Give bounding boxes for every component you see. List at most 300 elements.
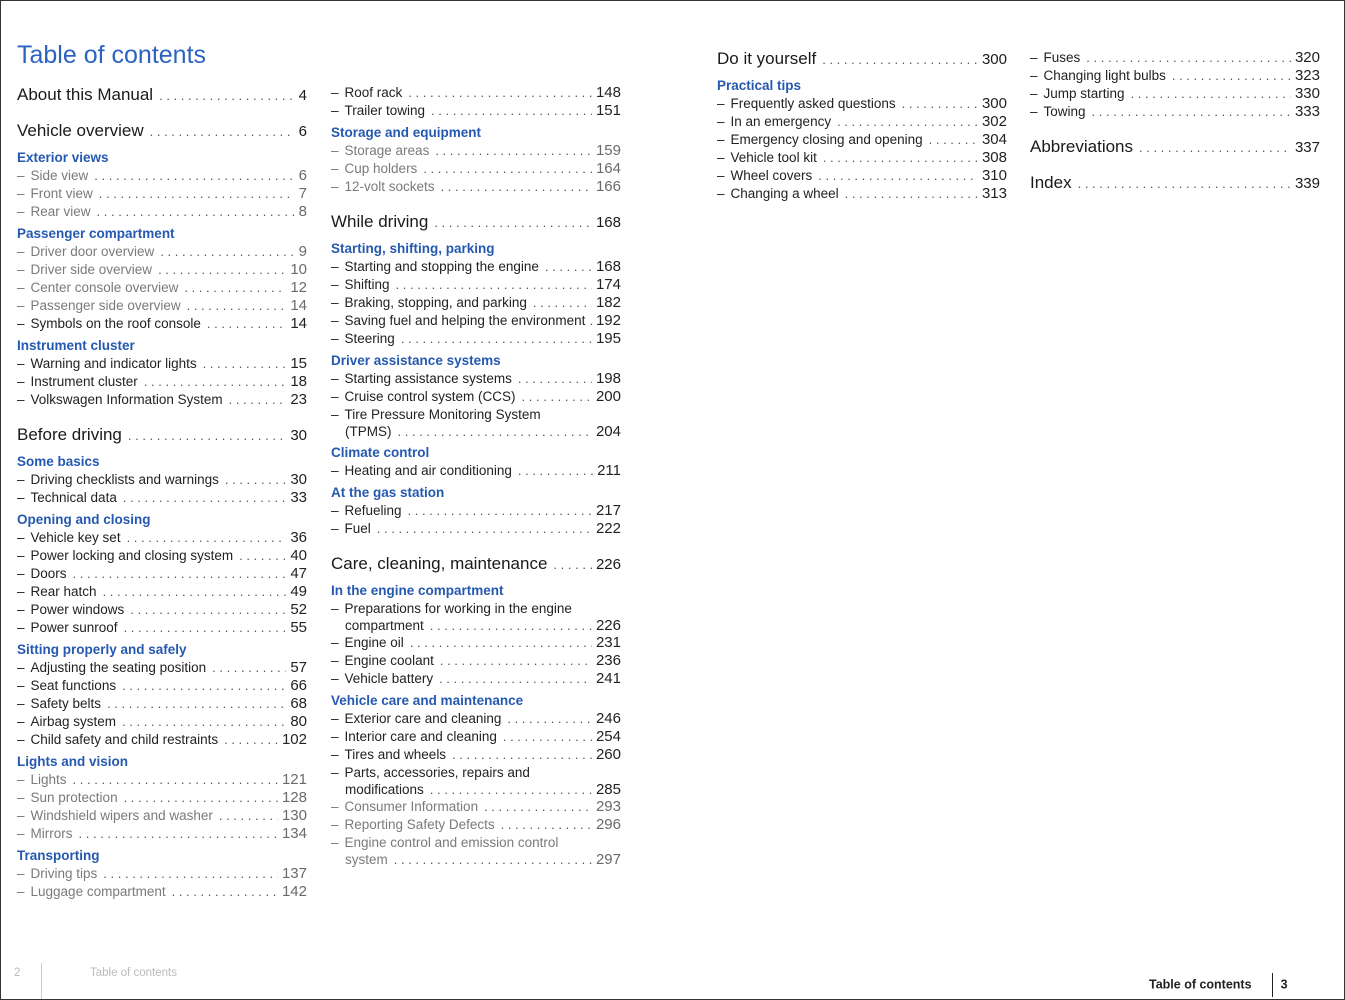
toc-entry-label: – Front view [17,185,93,203]
toc-entry[interactable] [331,370,621,388]
toc-entry[interactable] [331,634,621,652]
toc-chapter[interactable] [1030,137,1320,157]
dot-leader [845,185,978,203]
toc-entry[interactable] [17,547,307,565]
toc-entry-label: – Driver side overview [17,261,152,279]
dot-leader [553,557,592,572]
toc-entry[interactable] [1030,49,1320,67]
toc-page-number: 102 [281,731,307,748]
toc-entry[interactable] [17,315,307,333]
toc-entry[interactable] [17,677,307,695]
dot-leader [130,601,286,619]
dot-leader [207,315,286,333]
toc-page-number: 254 [595,728,621,745]
toc-entry[interactable] [17,185,307,203]
dot-leader [484,798,592,816]
toc-entry[interactable] [331,710,621,728]
toc-entry-label: – Wheel covers [717,167,812,185]
toc-entry[interactable] [331,84,621,102]
toc-chapter[interactable] [331,554,621,574]
toc-page-number: 260 [595,746,621,763]
toc-entry[interactable] [331,600,621,634]
toc-page-number: 222 [595,520,621,537]
toc-page-number: 130 [281,807,307,824]
toc-entry-label: – Adjusting the seating position [17,659,206,677]
dot-leader [158,261,286,279]
toc-entry[interactable] [331,142,621,160]
toc-entry-label: – Center console overview [17,279,178,297]
toc-entry[interactable] [1030,103,1320,121]
toc-entry-label: – Volkswagen Information System [17,391,223,409]
toc-page-number: 337 [1294,139,1320,156]
toc-entry-label: – Emergency closing and opening [717,131,923,149]
toc-page-number: 12 [290,279,307,296]
toc-entry-label: – Interior care and cleaning [331,728,497,746]
toc-page-number: 302 [981,113,1007,130]
toc-entry[interactable] [17,731,307,749]
toc-entry-label: – Preparations for working in the engine [331,600,621,617]
dot-leader [518,370,592,388]
toc-page-number: 226 [595,556,621,573]
toc-entry-label: – Changing a wheel [717,185,839,203]
toc-section-heading: Lights and vision [17,754,129,769]
toc-chapter-label: About this Manual [17,85,154,104]
toc-entry-label: – Doors [17,565,67,583]
right-page-number: 3 [1280,977,1288,992]
toc-section-heading: Passenger compartment [17,226,175,241]
toc-entry-label: – Windshield wipers and washer [17,807,213,825]
toc-entry[interactable] [717,131,1007,149]
dot-leader [822,52,978,67]
toc-page-number: 128 [281,789,307,806]
dot-leader [73,771,278,789]
toc-entry-label: – Starting and stopping the engine [331,258,539,276]
toc-page-number: 15 [290,355,307,372]
toc-entry[interactable] [331,388,621,406]
toc-entry[interactable] [1030,85,1320,103]
toc-entry-label: – Passenger side overview [17,297,181,315]
toc-entry-label: – Cruise control system (CCS) [331,388,516,406]
toc-entry-continuation [331,781,621,798]
toc-entry[interactable] [331,102,621,120]
dot-leader [439,670,592,688]
dot-leader [103,583,287,601]
dot-leader [377,520,592,538]
toc-entry[interactable] [331,294,621,312]
toc-page-number: 10 [290,261,307,278]
toc-page-number: 36 [290,529,307,546]
dot-leader [430,781,592,798]
dot-leader [408,502,592,520]
toc-entry-label: – Instrument cluster [17,373,138,391]
toc-entry-label: – Driving checklists and warnings [17,471,219,489]
dot-leader [398,423,592,440]
dot-leader [1092,103,1291,121]
dot-leader [423,160,592,178]
toc-page-number: 47 [290,565,307,582]
toc-entry-continuation [331,423,621,440]
toc-entry[interactable] [331,330,621,348]
toc-entry-label: – Starting assistance systems [331,370,512,388]
toc-page-number: 30 [290,427,307,444]
toc-page-number: 174 [595,276,621,293]
toc-page-number: 49 [290,583,307,600]
toc-page-number: 320 [1294,49,1320,66]
toc-page-number: 40 [290,547,307,564]
toc-entry[interactable] [331,276,621,294]
toc-entry[interactable] [331,520,621,538]
toc-page-number: 164 [595,160,621,177]
toc-page-number: 300 [981,51,1007,68]
dot-leader [224,731,278,749]
toc-entry-label: – Lights [17,771,67,789]
dot-leader [902,95,978,113]
dot-leader [1139,140,1291,155]
toc-page-number: 6 [298,123,307,140]
toc-entry[interactable] [331,728,621,746]
toc-entry[interactable] [17,261,307,279]
dot-leader [394,851,592,868]
left-page-footer [14,963,202,999]
toc-entry[interactable] [17,619,307,637]
toc-entry-label: – Jump starting [1030,85,1125,103]
toc-chapter[interactable] [17,121,307,141]
toc-entry-label: – Reporting Safety Defects [331,816,495,834]
toc-entry[interactable] [331,462,621,480]
toc-column-3 [717,35,1007,203]
toc-chapter[interactable] [1030,173,1320,193]
toc-column-1 [17,71,307,901]
toc-page-number: 236 [595,652,621,669]
dot-leader [430,617,592,634]
dot-leader [160,243,294,261]
dot-leader [124,789,278,807]
left-page-number: 2 [14,967,21,979]
dot-leader [396,276,592,294]
toc-entry-label: – Symbols on the roof console [17,315,201,333]
toc-entry[interactable] [717,185,1007,203]
dot-leader [124,619,287,637]
toc-entry[interactable] [331,670,621,688]
dot-leader [203,355,287,373]
toc-page-number: 310 [981,167,1007,184]
toc-entry[interactable] [17,489,307,507]
toc-entry[interactable] [17,695,307,713]
toc-entry-label: – Tires and wheels [331,746,446,764]
toc-section-heading: Practical tips [717,78,802,93]
dot-leader [410,634,592,652]
toc-entry-continuation [331,851,621,868]
toc-entry[interactable] [17,601,307,619]
toc-entry[interactable] [331,746,621,764]
dot-leader [503,728,592,746]
toc-entry-label-line2: (TPMS) [345,424,392,439]
toc-page-number: 339 [1294,175,1320,192]
toc-entry-label-line2: compartment [345,618,424,633]
toc-entry[interactable] [17,471,307,489]
toc-page-number: 151 [595,102,621,119]
toc-entry-label: – Child safety and child restraints [17,731,218,749]
toc-entry[interactable] [17,883,307,901]
toc-entry-label: – Exterior care and cleaning [331,710,501,728]
toc-entry-label: – Luggage compartment [17,883,166,901]
toc-chapter-label: Do it yourself [717,49,817,68]
toc-page-number: 226 [595,617,621,634]
toc-page-number: 6 [298,167,307,184]
dot-leader [122,713,286,731]
toc-entry[interactable] [1030,67,1320,85]
toc-section-heading: Starting, shifting, parking [331,241,495,256]
toc-entry[interactable] [17,807,307,825]
toc-page-number: 330 [1294,85,1320,102]
toc-section-heading: Vehicle care and maintenance [331,693,524,708]
toc-page-number: 168 [595,258,621,275]
toc-entry-label: – Braking, stopping, and parking [331,294,527,312]
toc-section-heading: Some basics [17,454,100,469]
toc-entry-label: – Driver door overview [17,243,154,261]
toc-entry[interactable] [331,816,621,834]
toc-entry[interactable] [717,113,1007,131]
toc-entry-label: – Engine oil [331,634,404,652]
dot-leader [818,167,978,185]
toc-entry[interactable] [17,825,307,843]
toc-chapter[interactable] [17,85,307,105]
dot-leader [1172,67,1291,85]
dot-leader [518,462,593,480]
toc-entry-label: – Rear view [17,203,91,221]
toc-chapter-label: Abbreviations [1030,137,1134,156]
toc-entry[interactable] [331,258,621,276]
toc-section-heading: Sitting properly and safely [17,642,187,657]
toc-entry[interactable] [17,583,307,601]
page-title: Table of contents [17,41,207,69]
left-footer-title: Table of contents [90,967,177,979]
toc-page-number: 198 [595,370,621,387]
toc-section-heading: Storage and equipment [331,125,482,140]
toc-section-heading: Exterior views [17,150,109,165]
dot-leader [441,178,592,196]
toc-page-number: 333 [1294,103,1320,120]
toc-entry-label: – Power windows [17,601,124,619]
toc-chapter[interactable] [717,49,1007,69]
dot-leader [97,203,295,221]
toc-entry-label: – Steering [331,330,395,348]
toc-page-number: 313 [981,185,1007,202]
toc-page-number: 217 [595,502,621,519]
toc-entry[interactable] [331,798,621,816]
toc-page-number: 14 [290,315,307,332]
toc-section-heading: Opening and closing [17,512,151,527]
toc-entry[interactable] [17,203,307,221]
toc-entry[interactable] [717,149,1007,167]
dot-leader [184,279,286,297]
footer-divider [1272,973,1273,997]
right-footer-title: Table of contents [1149,977,1252,992]
toc-entry-label: – Mirrors [17,825,73,843]
dot-leader [225,471,286,489]
toc-entry-label: – Engine control and emission control [331,834,621,851]
toc-entry[interactable] [717,167,1007,185]
dot-leader [501,816,592,834]
toc-entry-label: – Tire Pressure Monitoring System [331,406,621,423]
toc-entry[interactable] [17,355,307,373]
toc-page-number: 80 [290,713,307,730]
dot-leader [128,428,286,443]
toc-page-number: 293 [595,798,621,815]
toc-page-number: 66 [290,677,307,694]
toc-page-number: 30 [290,471,307,488]
toc-entry[interactable] [17,167,307,185]
toc-entry[interactable] [17,279,307,297]
dot-leader [107,695,286,713]
right-page-footer [1149,973,1288,997]
toc-entry-label: – Refueling [331,502,402,520]
toc-section-heading: In the engine compartment [331,583,504,598]
dot-leader [408,84,592,102]
dot-leader [452,746,592,764]
dot-leader [545,258,592,276]
toc-entry[interactable] [17,391,307,409]
dot-leader [434,215,592,230]
toc-entry[interactable] [17,771,307,789]
toc-entry[interactable] [331,160,621,178]
toc-column-2 [331,84,621,868]
toc-entry[interactable] [17,373,307,391]
toc-chapter-label: While driving [331,212,429,231]
dot-leader [144,373,287,391]
toc-page-number: 304 [981,131,1007,148]
toc-section-heading: Instrument cluster [17,338,135,353]
toc-entry-label: – Warning and indicator lights [17,355,197,373]
dot-leader [1086,49,1291,67]
dot-leader [589,312,592,330]
toc-entry[interactable] [331,764,621,798]
toc-page-number: 148 [595,84,621,101]
toc-page-number: 121 [281,771,307,788]
toc-entry[interactable] [17,297,307,315]
toc-entry[interactable] [17,565,307,583]
dot-leader [507,710,592,728]
toc-entry-label: – Cup holders [331,160,417,178]
toc-column-4 [1030,49,1320,201]
toc-entry-label: – Saving fuel and helping the environment [331,312,585,330]
toc-entry-label: – Storage areas [331,142,429,160]
toc-entry-label: – Roof rack [331,84,402,102]
toc-entry[interactable] [331,502,621,520]
toc-page-number: 134 [281,825,307,842]
toc-entry[interactable] [17,659,307,677]
dot-leader [435,142,592,160]
toc-entry[interactable] [17,713,307,731]
toc-entry[interactable] [17,243,307,261]
dot-leader [99,185,295,203]
dot-leader [431,102,592,120]
dot-leader [172,883,278,901]
toc-page-number: 14 [290,297,307,314]
dot-leader [1078,176,1291,191]
dot-leader [187,297,287,315]
toc-entry-label: – Towing [1030,103,1086,121]
toc-entry-label: – 12-volt sockets [331,178,435,196]
toc-entry[interactable] [331,834,621,868]
dot-leader [837,113,978,131]
toc-entry[interactable] [17,865,307,883]
toc-entry-label: – In an emergency [717,113,831,131]
dot-leader [212,659,286,677]
toc-entry-label: – Safety belts [17,695,101,713]
toc-entry-label: – Heating and air conditioning [331,462,512,480]
dot-leader [533,294,592,312]
toc-entry[interactable] [331,312,621,330]
toc-page-number: 9 [298,243,307,260]
toc-entry-label: – Engine coolant [331,652,434,670]
toc-entry-label-line2: system [345,852,388,867]
toc-chapter[interactable] [17,425,307,445]
toc-page-number: 285 [595,781,621,798]
toc-entry-label: – Side view [17,167,88,185]
toc-entry[interactable] [331,406,621,440]
toc-page-number: 18 [290,373,307,390]
toc-entry[interactable] [17,789,307,807]
dot-leader [219,807,278,825]
toc-page-number: 204 [595,423,621,440]
toc-entry-label: – Seat functions [17,677,116,695]
toc-entry-label: – Power locking and closing system [17,547,233,565]
toc-page-number: 166 [595,178,621,195]
toc-chapter-label: Care, cleaning, maintenance [331,554,548,573]
toc-page-number: 323 [1294,67,1320,84]
toc-entry[interactable] [331,652,621,670]
toc-page-number: 182 [595,294,621,311]
toc-chapter-label: Before driving [17,425,122,444]
toc-entry[interactable] [17,529,307,547]
dot-leader [122,677,286,695]
toc-entry-label-line2: modifications [345,782,424,797]
toc-entry[interactable] [331,178,621,196]
toc-entry-label: – Parts, accessories, repairs and [331,764,621,781]
dot-leader [94,167,294,185]
toc-entry[interactable] [717,95,1007,113]
dot-leader [73,565,287,583]
toc-chapter-label: Vehicle overview [17,121,144,140]
dot-leader [401,330,592,348]
toc-entry-continuation [331,617,621,634]
toc-entry-label: – Fuses [1030,49,1080,67]
toc-page-number: 55 [290,619,307,636]
toc-page-number: 68 [290,695,307,712]
dot-leader [79,825,278,843]
toc-page-number: 23 [290,391,307,408]
toc-entry-label: – Consumer Information [331,798,478,816]
toc-page-number: 296 [595,816,621,833]
toc-entry-label: – Fuel [331,520,371,538]
toc-entry-label: – Vehicle key set [17,529,121,547]
dot-leader [823,149,978,167]
toc-entry-label: – Driving tips [17,865,97,883]
toc-entry-label: – Power sunroof [17,619,118,637]
dot-leader [127,529,287,547]
toc-chapter[interactable] [331,212,621,232]
dot-leader [103,865,278,883]
dot-leader [1131,85,1291,103]
toc-section-heading: Climate control [331,445,430,460]
toc-entry-label: – Airbag system [17,713,116,731]
toc-entry-label: – Shifting [331,276,390,294]
toc-entry-label: – Frequently asked questions [717,95,896,113]
toc-page-number: 8 [298,203,307,220]
toc-page-number: 192 [595,312,621,329]
dot-leader [159,88,295,103]
